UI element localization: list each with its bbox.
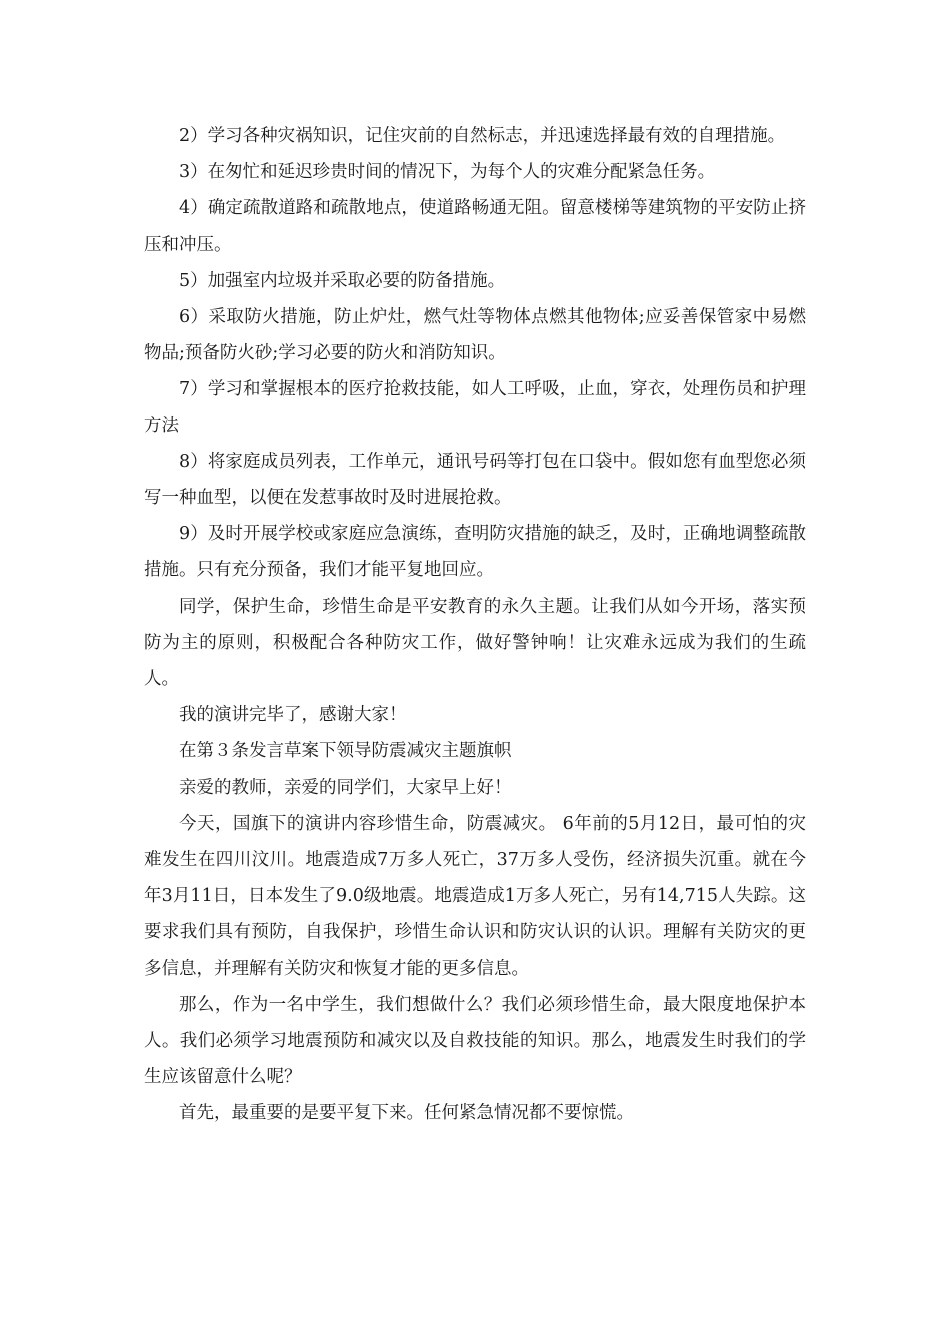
- paragraph-item-5: 5）加强室内垃圾并采取必要的防备措施。: [179, 270, 506, 291]
- paragraph-question: 那么，作为一名中学生，我们想做什么？我们必须珍惜生命，最大限度地保护本人。我们必须学习地震预防和减灾以及自救技能的知识。那么，地震发生时我们的学生应该留意什么呢？: [144, 994, 806, 1088]
- document-page: [144, 118, 806, 1132]
- paragraph-item-8: 8）将家庭成员列表，工作单元，通讯号码等打包在口袋中。假如您有血型您必须写一种血型，以便在发惹事故时及时进展抢救。: [144, 451, 806, 509]
- section-heading: 在第３条发言草案下领导防震减灾主题旗帜: [179, 741, 512, 762]
- paragraph-first-point: 首先，最重要的是要平复下来。任何紧急情况都不要惊慌。: [179, 1103, 634, 1124]
- paragraph-intro: 今天，国旗下的演讲内容珍惜生命，防震减灾。 6年前的5月12日，最可怕的灾难发生在四川汶川。地震造成7万多人死亡，37万多人受伤，经济损失沉重。就在今年3月11日，日本发生了9.0级地震。地震造成1万多人死亡，另有14,715人失踪。这要求我们具有预防，自我保护，珍惜生命认识和防灾认识的认识。理解有关防灾的更多信息，并理解有关防灾和恢复才能的更多信息。: [144, 813, 806, 979]
- paragraph-item-9: 9）及时开展学校或家庭应急演练，查明防灾措施的缺乏，及时，正确地调整疏散措施。只有充分预备，我们才能平复地回应。: [144, 524, 806, 581]
- paragraph-closing-theme: 同学，保护生命，珍惜生命是平安教育的永久主题。让我们从如今开场，落实预防为主的原则，积极配合各种防灾工作，做好警钟响！让灾难永远成为我们的生疏人。: [144, 596, 806, 690]
- paragraph-item-7: 7）学习和掌握根本的医疗抢救技能，如人工呼吸，止血，穿衣，处理伤员和护理方法: [144, 379, 806, 436]
- paragraph-item-6: 6）采取防火措施，防止炉灶，燃气灶等物体点燃其他物体;应妥善保管家中易燃物品;预备防火砂;学习必要的防火和消防知识。: [144, 307, 806, 364]
- paragraph-item-2: 2）学习各种灾祸知识，记住灾前的自然标志，并迅速选择最有效的自理措施。: [179, 126, 786, 146]
- paragraph-item-4: 4）确定疏散道路和疏散地点，使道路畅通无阻。留意楼梯等建筑物的平安防止挤压和冲压。: [144, 198, 806, 255]
- paragraph-speech-end: 我的演讲完毕了，感谢大家！: [179, 705, 407, 726]
- paragraph-greeting: 亲爱的教师，亲爱的同学们，大家早上好！: [179, 777, 512, 798]
- paragraph-item-3: 3）在匆忙和延迟珍贵时间的情况下，为每个人的灾难分配紧急任务。: [179, 162, 716, 183]
